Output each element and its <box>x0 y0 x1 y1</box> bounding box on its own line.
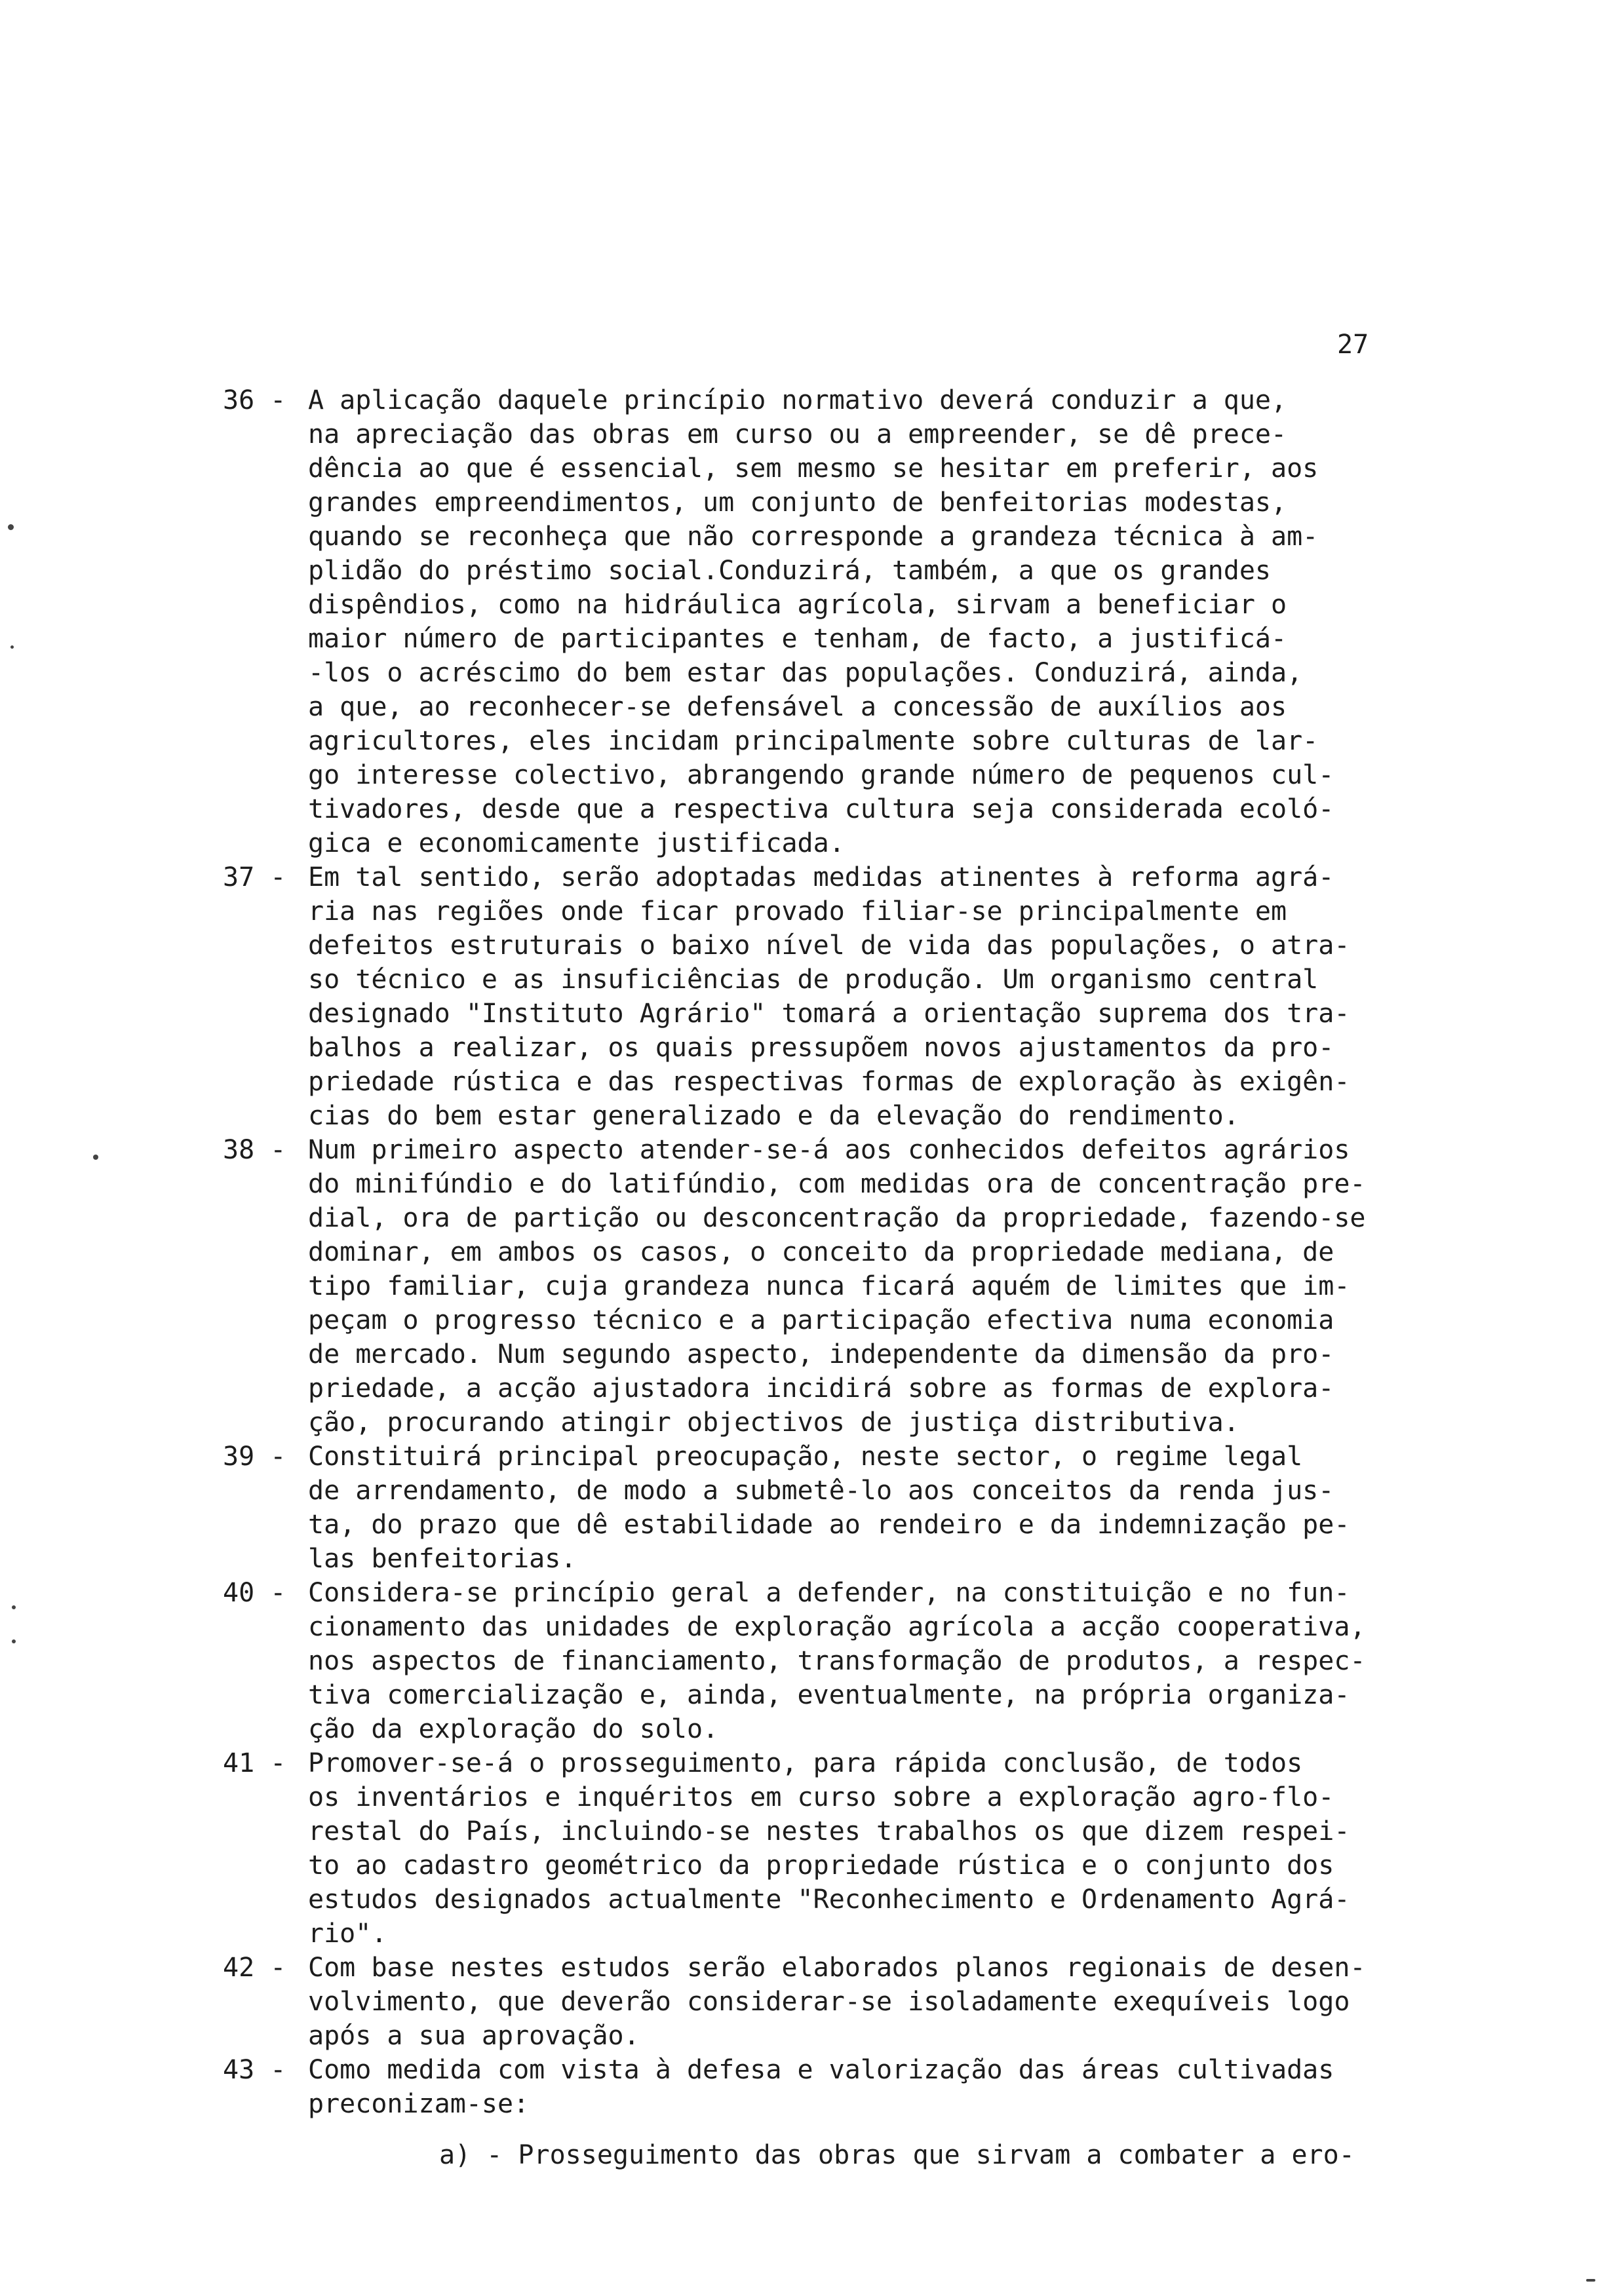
text-line: restal do País, incluindo-se nestes trabalhos os que dizem respei- <box>308 1816 1350 1846</box>
text-line: Num primeiro aspecto atender-se-á aos conhecidos defeitos agrários <box>308 1135 1350 1165</box>
text-line: tiva comercialização e, ainda, eventualmente, na própria organiza- <box>308 1680 1350 1710</box>
text-line: Em tal sentido, serão adoptadas medidas atinentes à reforma agrá- <box>308 862 1334 892</box>
text-line: defeitos estruturais o baixo nível de vida das populações, o atra- <box>308 930 1350 961</box>
scan-speck <box>93 1155 98 1160</box>
paragraph-number: 38 - <box>223 1135 286 1165</box>
text-line: de arrendamento, de modo a submetê-lo aos conceitos da renda jus- <box>308 1476 1334 1506</box>
paragraph-text <box>308 2053 1534 2121</box>
text-line: a que, ao reconhecer-se defensável a concessão de auxílios aos <box>308 692 1287 722</box>
text-line: do minifúndio e do latifúndio, com medidas ora de concentração pre- <box>308 1169 1366 1199</box>
paragraph-number: 40 - <box>223 1578 286 1608</box>
text-line: plidão do préstimo social.Conduzirá, também, a que os grandes <box>308 556 1272 586</box>
paragraph-text <box>308 1133 1534 1440</box>
paragraph-text <box>308 1746 1534 1951</box>
text-line: cionamento das unidades de exploração agrícola a acção cooperativa, <box>308 1612 1366 1642</box>
text-line: Constituirá principal preocupação, neste sector, o regime legal <box>308 1442 1303 1472</box>
text-line: dência ao que é essencial, sem mesmo se hesitar em preferir, aos <box>308 453 1319 484</box>
paragraph-text <box>308 383 1534 860</box>
text-line: Como medida com vista à defesa e valorização das áreas cultivadas <box>308 2055 1334 2085</box>
scan-speck <box>8 524 14 530</box>
scan-speck <box>1586 2279 1595 2282</box>
paragraph-number: 42 - <box>223 1953 286 1983</box>
text-line: Com base nestes estudos serão elaborados planos regionais de desen- <box>308 1953 1366 1983</box>
text-line: rio". <box>308 1919 387 1949</box>
page-number: 27 <box>1337 330 1369 360</box>
sub-item-letter: a) - <box>439 2140 503 2170</box>
text-line: quando se reconheça que não corresponde a grandeza técnica à am- <box>308 522 1319 552</box>
text-line: dial, ora de partição ou desconcentração da propriedade, fazendo-se <box>308 1203 1366 1233</box>
text-line: gica e economicamente justificada. <box>308 828 845 858</box>
paragraph-number: 43 - <box>223 2055 286 2085</box>
text-line: dominar, em ambos os casos, o conceito da propriedade mediana, de <box>308 1237 1334 1267</box>
text-line: cias do bem estar generalizado e da elevação do rendimento. <box>308 1101 1239 1131</box>
scan-speck <box>10 645 14 649</box>
scan-speck <box>12 1605 16 1609</box>
text-line: maior número de participantes e tenham, de facto, a justificá- <box>308 624 1287 654</box>
text-line: priedade, a acção ajustadora incidirá sobre as formas de explora- <box>308 1373 1334 1404</box>
text-line: de mercado. Num segundo aspecto, independente da dimensão da pro- <box>308 1339 1334 1369</box>
paragraph-37 <box>223 860 1534 1133</box>
text-line: tipo familiar, cuja grandeza nunca ficará aquém de limites que im- <box>308 1271 1350 1301</box>
paragraph-number: 37 - <box>223 862 286 892</box>
paragraph-text <box>308 1440 1534 1576</box>
paragraph-39 <box>223 1440 1534 1576</box>
text-line: Considera-se princípio geral a defender, na constituição e no fun- <box>308 1578 1350 1608</box>
text-line: após a sua aprovação. <box>308 2021 640 2051</box>
text-line: A aplicação daquele princípio normativo deverá conduzir a que, <box>308 385 1287 415</box>
text-line: -los o acréscimo do bem estar das populações. Conduzirá, ainda, <box>308 658 1303 688</box>
text-line: os inventários e inquéritos em curso sobre a exploração agro-flo- <box>308 1782 1334 1812</box>
text-line: Promover-se-á o prosseguimento, para rápida conclusão, de todos <box>308 1748 1303 1778</box>
text-line: so técnico e as insuficiências de produção. Um organismo central <box>308 965 1319 995</box>
text-line: ção, procurando atingir objectivos de justiça distributiva. <box>308 1407 1239 1438</box>
text-line: to ao cadastro geométrico da propriedade rústica e o conjunto dos <box>308 1850 1334 1881</box>
text-line: ta, do prazo que dê estabilidade ao rendeiro e da indemnização pe- <box>308 1510 1350 1540</box>
paragraph-42 <box>223 1951 1534 2053</box>
paragraph-43 <box>223 2053 1534 2121</box>
paragraph-41 <box>223 1746 1534 1951</box>
paragraph-40 <box>223 1576 1534 1746</box>
text-line: tivadores, desde que a respectiva cultura seja considerada ecoló- <box>308 794 1334 824</box>
text-line: estudos designados actualmente "Reconhecimento e Ordenamento Agrá- <box>308 1885 1350 1915</box>
paragraph-number: 36 - <box>223 385 286 415</box>
text-line: na apreciação das obras em curso ou a empreender, se dê prece- <box>308 419 1287 450</box>
text-line: las benfeitorias. <box>308 1544 577 1574</box>
paragraph-number: 39 - <box>223 1442 286 1472</box>
paragraph-text <box>308 860 1534 1133</box>
paragraph-38 <box>223 1133 1534 1440</box>
text-line: ria nas regiões onde ficar provado filiar-se principalmente em <box>308 896 1287 927</box>
text-line: nos aspectos de financiamento, transformação de produtos, a respec- <box>308 1646 1366 1676</box>
text-line: volvimento, que deverão considerar-se isoladamente exequíveis logo <box>308 1987 1350 2017</box>
text-line: peçam o progresso técnico e a participação efectiva numa economia <box>308 1305 1334 1335</box>
text-line: agricultores, eles incidam principalmente sobre culturas de lar- <box>308 726 1319 756</box>
text-line: go interesse colectivo, abrangendo grande número de pequenos cul- <box>308 760 1334 790</box>
paragraph-text <box>308 1576 1534 1746</box>
text-line: ção da exploração do solo. <box>308 1714 719 1744</box>
text-line: preconizam-se: <box>308 2089 530 2119</box>
sub-item-text: Prosseguimento das obras que sirvam a combater a ero- <box>518 2140 1355 2170</box>
paragraph-text <box>308 1951 1534 2053</box>
text-line: designado "Instituto Agrário" tomará a orientação suprema dos tra- <box>308 999 1350 1029</box>
text-line: dispêndios, como na hidráulica agrícola, sirvam a beneficiar o <box>308 590 1287 620</box>
text-line: priedade rústica e das respectivas formas de exploração às exigên- <box>308 1067 1350 1097</box>
paragraph-36 <box>223 383 1534 860</box>
text-line: grandes empreendimentos, um conjunto de benfeitorias modestas, <box>308 488 1287 518</box>
paragraph-number: 41 - <box>223 1748 286 1778</box>
text-line: balhos a realizar, os quais pressupõem novos ajustamentos da pro- <box>308 1033 1334 1063</box>
sub-item-a <box>223 2138 1534 2172</box>
body-text <box>223 383 1534 2172</box>
scan-speck <box>12 1639 16 1643</box>
